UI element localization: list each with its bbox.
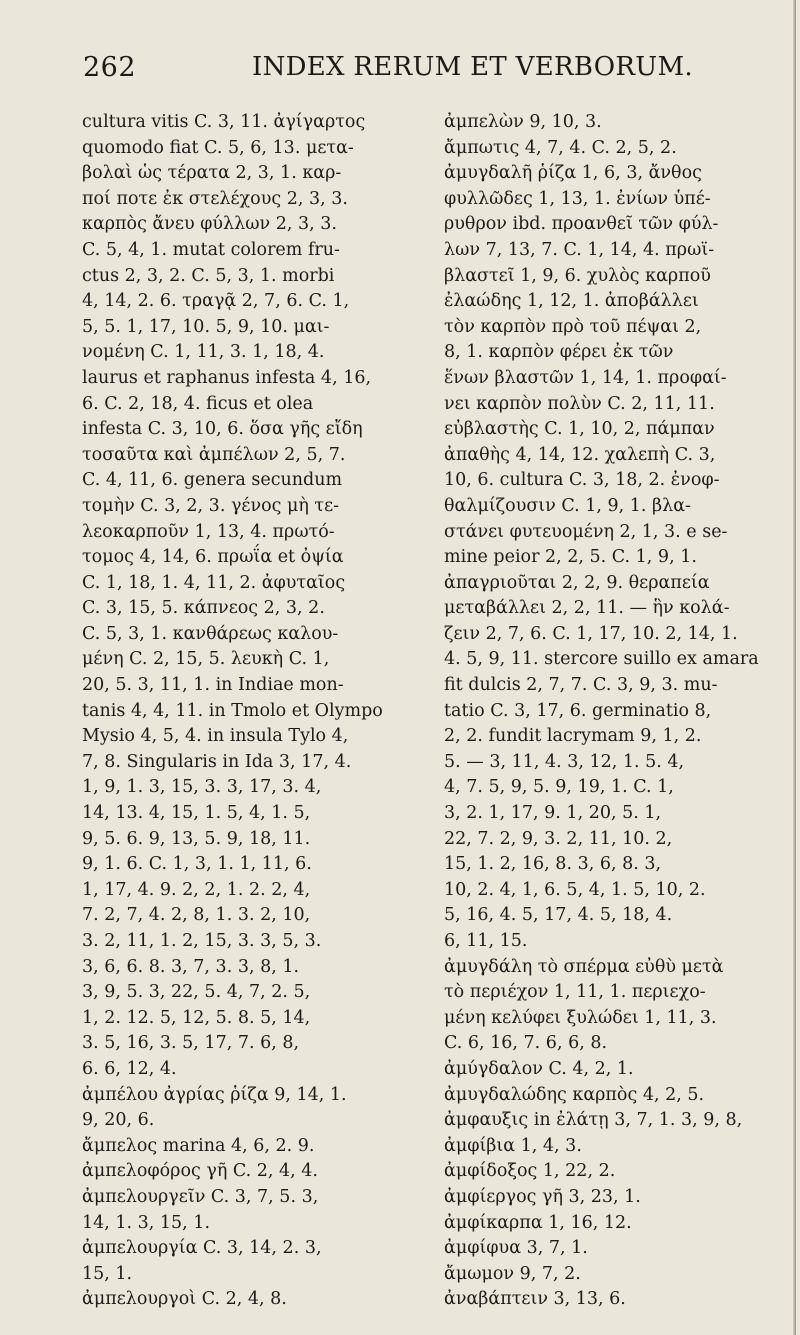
index-line: 2, 2. fundit lacrymam 9, 1, 2. [444,726,702,747]
index-line: λων 7, 13, 7. C. 1, 14, 4. πρωϊ- [444,239,715,260]
index-line: fit dulcis 2, 7, 7. C. 3, 9, 3. mu- [444,675,718,696]
index-line: ἕνων βλαστῶν 1, 14, 1. προφαί- [444,367,727,388]
index-line: ἀμπελὼν 9, 10, 3. [444,112,602,132]
index-line: ἀμπελουργία C. 3, 14, 2. 3, [82,1238,322,1259]
index-line: 1, 17, 4. 9. 2, 2, 1. 2. 2, 4, [82,879,311,900]
index-line: ρυθρον ibd. προανθεῖ τῶν φύλ- [444,214,719,235]
index-line: 14, 1. 3, 15, 1. [82,1212,211,1233]
index-line: ἄμωμον 9, 7, 2. [444,1263,581,1284]
index-line: 1, 9, 1. 3, 15, 3. 3, 17, 3. 4, [82,777,322,798]
index-line: 1, 2. 12. 5, 12, 5. 8. 5, 14, [82,1007,311,1028]
index-line: 6, 11, 15. [444,931,528,951]
index-line: 20, 5. 3, 11, 1. in Indiae mon- [82,675,344,696]
index-line: 9, 5. 6. 9, 13, 5. 9, 18, 11. [82,828,311,849]
index-line: mine peior 2, 2, 5. C. 1, 9, 1. [444,547,697,568]
index-line: εὐβλαστὴς C. 1, 10, 2, πάμπαν [444,419,715,440]
index-line: 3. 2, 11, 1. 2, 15, 3. 3, 5, 3. [82,931,322,951]
index-line: ποί ποτε ἐκ στελέχους 2, 3, 3. [82,188,348,209]
index-line: βολαὶ ὡς τέρατα 2, 3, 1. καρ- [82,163,342,184]
index-line: ἄμπωτις 4, 7, 4. C. 2, 5, 2. [444,137,677,158]
index-line: νομένη C. 1, 11, 3. 1, 18, 4. [82,342,325,363]
index-line: ἀμφίεργος γῆ 3, 23, 1. [444,1186,641,1207]
index-line: 7. 2, 7, 4. 2, 8, 1. 3. 2, 10, [82,905,311,926]
index-line: ἀμύγδαλον C. 4, 2, 1. [444,1058,634,1079]
index-line: ἀμπελοφόρος γῆ C. 2, 4, 4. [82,1161,318,1182]
index-line: 22, 7. 2, 9, 3. 2, 11, 10. 2, [444,828,673,849]
index-line: 5, 5. 1, 17, 10. 5, 9, 10. μαι- [82,316,330,337]
index-line: tanis 4, 4, 11. in Tmolo et Olympo [82,700,383,721]
index-line: 3, 9, 5. 3, 22, 5. 4, 7, 2. 5, [82,982,311,1003]
index-line: 5. — 3, 11, 4. 3, 12, 1. 5. 4, [444,751,685,772]
index-line: Mysio 4, 5, 4. in insula Tylo 4, [82,726,349,747]
index-line: ζειν 2, 7, 6. C. 1, 17, 10. 2, 14, 1. [444,623,738,644]
index-line: 4, 14, 2. 6. τραγᾷ 2, 7, 6. C. 1, [82,291,350,312]
index-line: ἀμφίκαρπα 1, 16, 12. [444,1212,632,1233]
index-line: ἀπαθὴς 4, 14, 12. χαλεπὴ C. 3, [444,444,716,465]
index-line: ἀμπελουργεῖν C. 3, 7, 5. 3, [82,1186,319,1207]
index-line: μεταβάλλει 2, 2, 11. — ἣν κολά- [444,598,730,619]
running-title: INDEX RERUM ET VERBORUM. [252,52,693,82]
index-line: cultura vitis C. 3, 11. ἀγίγαρτος [82,112,366,132]
index-line: ἀμφαυξις in ἐλάτῃ 3, 7, 1. 3, 9, 8, [444,1110,743,1131]
index-line: ἀμυγδαλῆ ῥίζα 1, 6, 3, ἄνθος [444,163,702,184]
index-column-right [444,110,790,1313]
index-line: quomodo fiat C. 5, 6, 13. μετα- [82,137,354,158]
index-line: 6. 6, 12, 4. [82,1058,177,1079]
index-line: laurus et raphanus infesta 4, 16, [82,367,372,388]
index-line: C. 5, 4, 1. mutat colorem fru- [82,239,340,260]
index-line: τοσαῦτα καὶ ἀμπέλων 2, 5, 7. [82,444,346,465]
index-line: νει καρπὸν πολὺν C. 2, 11, 11. [444,393,715,414]
index-line: τομος 4, 14, 6. πρωΐα et ὀψία [82,547,344,568]
index-line: ἀμπελουργοὶ C. 2, 4, 8. [82,1289,287,1310]
index-line: C. 3, 15, 5. κάπνεος 2, 3, 2. [82,598,325,619]
index-line: 9, 1. 6. C. 1, 3, 1. 1, 11, 6. [82,854,312,875]
index-line: infesta C. 3, 10, 6. ὅσα γῆς εἴδη [82,419,363,440]
index-line: ἀναβάπτειν 3, 13, 6. [444,1289,626,1310]
index-line: ἐλαώδης 1, 12, 1. ἀποβάλλει [444,291,699,312]
index-line: C. 1, 18, 1. 4, 11, 2. ἀφυταῖος [82,572,346,593]
page-number: 262 [83,52,137,83]
index-line: 15, 1. [82,1263,133,1284]
index-line: 7, 8. Singularis in Ida 3, 17, 4. [82,751,352,772]
page-edge [793,0,796,1335]
index-line: ἀμυγδάλη τὸ σπέρμα εὐθὺ μετὰ [444,956,724,977]
index-line: tatio C. 3, 17, 6. germinatio 8, [444,700,712,721]
index-column-left [82,110,424,1313]
index-line: ἀπαγριοῦται 2, 2, 9. θεραπεία [444,572,710,593]
index-line: 5, 16, 4. 5, 17, 4. 5, 18, 4. [444,905,673,926]
index-line: C. 4, 11, 6. genera secundum [82,470,343,491]
index-line: τὸ περιέχον 1, 11, 1. περιεχο- [444,982,706,1003]
index-line: ἄμπελος marina 4, 6, 2. 9. [82,1135,315,1156]
index-line: στάνει φυτευομένη 2, 1, 3. e se- [444,521,728,542]
index-line: 3, 2. 1, 17, 9. 1, 20, 5. 1, [444,803,662,824]
index-line: μένη C. 2, 15, 5. λευκὴ C. 1, [82,649,330,670]
index-line: τομὴν C. 3, 2, 3. γένος μὴ τε- [82,495,340,516]
index-line: 15, 1. 2, 16, 8. 3, 6, 8. 3, [444,854,662,875]
index-line: ἀμφίβια 1, 4, 3. [444,1135,582,1156]
index-line: 3. 5, 16, 3. 5, 17, 7. 6, 8, [82,1033,300,1054]
index-line: 10, 2. 4, 1, 6. 5, 4, 1. 5, 10, 2. [444,879,706,900]
index-line: ἀμπέλου ἀγρίας ῥίζα 9, 14, 1. [82,1084,347,1105]
index-line: μένη κελύφει ξυλώδει 1, 11, 3. [444,1007,717,1028]
index-line: ἀμυγδαλώδης καρπὸς 4, 2, 5. [444,1084,705,1105]
index-line: C. 6, 16, 7. 6, 6, 8. [444,1033,608,1054]
index-line: τὸν καρπὸν πρὸ τοῦ πέψαι 2, [444,316,702,337]
index-line: λεοκαρποῦν 1, 13, 4. πρωτό- [82,521,335,542]
index-line: ctus 2, 3, 2. C. 5, 3, 1. morbi [82,265,335,286]
index-line: 9, 20, 6. [82,1110,155,1131]
index-line: C. 5, 3, 1. κανθάρεως καλου- [82,623,339,644]
index-line: θαλμίζουσιν C. 1, 9, 1. βλα- [444,495,691,516]
index-line: 4. 5, 9, 11. stercore suillo ex amara [444,649,759,670]
index-line: ἀμφίφυα 3, 7, 1. [444,1238,588,1259]
index-line: 8, 1. καρπὸν φέρει ἐκ τῶν [444,342,674,363]
index-line: καρπὸς ἄνευ φύλλων 2, 3, 3. [82,214,337,235]
index-line: ἀμφίδοξος 1, 22, 2. [444,1161,616,1182]
index-line: βλαστεῖ 1, 9, 6. χυλὸς καρποῦ [444,265,711,286]
index-line: 10, 6. cultura C. 3, 18, 2. ἐνοφ- [444,470,720,491]
index-line: 3, 6, 6. 8. 3, 7, 3. 3, 8, 1. [82,956,300,977]
index-line: φυλλῶδες 1, 13, 1. ἐνίων ὑπέ- [444,188,711,209]
index-line: 6. C. 2, 18, 4. ficus et olea [82,393,314,414]
index-line: 4, 7. 5, 9, 5. 9, 19, 1. C. 1, [444,777,674,798]
index-line: 14, 13. 4, 15, 1. 5, 4, 1. 5, [82,803,311,824]
